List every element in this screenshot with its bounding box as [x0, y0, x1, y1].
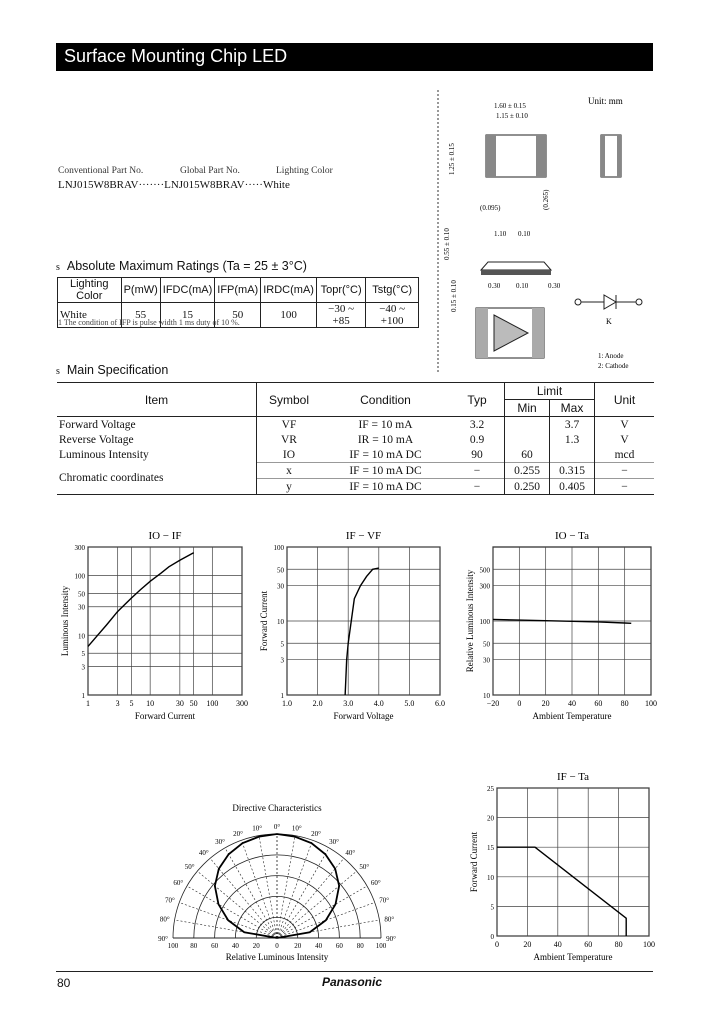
angle-label: 40° — [345, 849, 356, 858]
spec-max: 3.7 — [564, 418, 580, 431]
y-tick-label: 50 — [78, 590, 85, 599]
x-tick-label: 20 — [541, 699, 550, 708]
r-tick-label: 40 — [231, 942, 239, 950]
dim-label: (0.095) — [480, 204, 501, 212]
angle-label: 10° — [291, 824, 302, 833]
angle-label: 0° — [273, 823, 281, 831]
r-tick-label: 80 — [190, 942, 198, 950]
x-tick-label: 60 — [584, 940, 593, 949]
spec-symbol: VR — [281, 433, 297, 446]
dim-label: 0.15 ± 0.10 — [450, 280, 458, 312]
abs-ratings-heading — [56, 259, 307, 273]
x-tick-label: 300 — [236, 699, 248, 708]
x-tick-label: 40 — [553, 940, 562, 949]
color-header: Lighting Color — [276, 166, 333, 176]
angle-label: 60° — [370, 879, 381, 887]
x-axis-label: Ambient Temperature — [533, 952, 613, 962]
x-tick-label: 40 — [568, 699, 576, 708]
dim-label: 0.10 — [518, 230, 531, 238]
unit-label: Unit: mm — [588, 96, 623, 106]
spec-min: 0.255 — [505, 463, 550, 479]
r-tick-label: 100 — [167, 942, 179, 950]
angle-label: 50° — [184, 863, 195, 872]
conventional-header: Conventional Part No. — [58, 166, 144, 176]
pad — [476, 308, 488, 358]
y-tick-label: 3 — [81, 663, 85, 672]
angle-label: 20° — [233, 829, 243, 838]
spec-unit: V — [595, 432, 655, 447]
angle-label: 30° — [329, 838, 339, 847]
angle-label: 70° — [164, 896, 175, 905]
dim-label: 0.55 ± 0.10 — [443, 228, 451, 260]
table-row — [57, 447, 654, 463]
spec-header-limit: Limit — [505, 383, 595, 400]
x-tick-label: 60 — [594, 699, 603, 708]
spec-header-max: Max — [550, 400, 595, 417]
cathode-label: 2: Cathode — [598, 362, 629, 370]
spec-condition: IF = 10 mA DC — [349, 448, 422, 461]
y-tick-label: 100 — [273, 544, 284, 552]
charts-area — [0, 515, 720, 975]
spec-symbol: y — [257, 479, 322, 495]
angle-label: 30° — [215, 838, 225, 847]
dim-label: 1.10 — [494, 230, 507, 238]
dim-label: 0.30 — [548, 282, 561, 290]
ratings-header: IFDC(mA) — [160, 278, 215, 303]
page-title: Surface Mounting Chip LED — [64, 46, 288, 66]
spec-condition: IR = 10 mA — [357, 433, 414, 446]
dim-label: 0.10 — [516, 282, 529, 290]
global-header: Global Part No. — [180, 166, 240, 176]
r-tick-label: 40 — [315, 942, 323, 950]
angle-label: 90° — [386, 935, 396, 943]
chip-profile — [481, 262, 551, 270]
angle-label: 10° — [252, 824, 263, 833]
x-tick-label: 20 — [523, 940, 532, 949]
electrode-right — [536, 135, 546, 177]
ratings-cell: −40 ~ +100 — [366, 303, 419, 328]
x-axis-label: Forward Current — [134, 711, 196, 721]
y-tick-label: 30 — [78, 603, 85, 612]
dim-label: 1.25 ± 0.15 — [448, 143, 456, 175]
y-tick-label: 10 — [483, 692, 490, 700]
y-tick-label: 50 — [277, 566, 284, 575]
spec-header-symbol: Symbol — [257, 383, 322, 417]
polar-spoke — [277, 858, 344, 938]
table-row — [57, 463, 654, 479]
y-axis-label: Luminous Intensity — [60, 585, 70, 657]
x-tick-label: 80 — [620, 699, 629, 708]
chart-title: IO − Ta — [555, 530, 589, 542]
y-tick-label: 100 — [479, 618, 490, 626]
angle-label: 90° — [158, 935, 168, 943]
y-tick-label: 300 — [479, 582, 490, 591]
r-tick-label: 0 — [275, 942, 279, 950]
x-tick-label: 1 — [86, 699, 90, 708]
spec-min — [505, 417, 550, 433]
y-tick-label: 20 — [487, 814, 494, 823]
r-tick-label: 60 — [335, 942, 343, 950]
angle-label: 50° — [359, 863, 370, 872]
x-tick-label: 30 — [175, 699, 184, 708]
spec-condition: IF = 10 mA DC — [321, 463, 450, 479]
spec-symbol: x — [257, 463, 322, 479]
chart-frame — [497, 788, 649, 936]
ratings-cell: White — [58, 303, 122, 328]
y-tick-label: 100 — [74, 572, 85, 581]
y-tick-label: 300 — [74, 544, 85, 552]
x-tick-label: 3.0 — [343, 699, 354, 708]
x-axis-label: Relative Luminous Intensity — [225, 952, 329, 962]
x-tick-label: 10 — [146, 699, 155, 708]
y-tick-label: 10 — [487, 873, 494, 882]
abs-ratings-title: Absolute Maximum Ratings (Ta = 25 ± 3°C) — [66, 259, 307, 273]
spec-unit: − — [595, 479, 655, 495]
x-tick-label: −20 — [486, 699, 500, 708]
spec-max: 1.3 — [564, 433, 580, 446]
led-symbol-icon — [604, 295, 616, 309]
y-tick-label: 10 — [277, 618, 284, 626]
main-spec-heading — [56, 363, 168, 377]
x-tick-label: 100 — [645, 699, 657, 708]
electrode-left — [486, 135, 496, 177]
chart-title: Directive Characteristics — [232, 803, 322, 813]
part-row — [58, 179, 290, 191]
chart-title: IF − VF — [345, 530, 382, 542]
y-axis-label: Relative Luminous Intensity — [465, 569, 475, 673]
spec-header-item: Item — [57, 383, 257, 417]
y-tick-label: 0 — [490, 933, 494, 941]
footer-rule — [56, 971, 653, 972]
y-tick-label: 10 — [78, 632, 85, 641]
title-bar — [56, 43, 653, 71]
ratings-header: Tstg(°C) — [366, 278, 419, 303]
global-part: LNJ015W8BRAV — [164, 179, 245, 191]
ratings-note: 1 The condition of IFP is pulse width 1 ms duty of 10 %. — [58, 318, 240, 327]
spec-condition: IF = 10 mA DC — [321, 479, 450, 495]
x-tick-label: 2.0 — [312, 699, 323, 708]
electrode-side — [601, 135, 605, 177]
x-tick-label: 5.0 — [404, 699, 415, 708]
y-tick-label: 5 — [280, 640, 284, 649]
spec-typ: − — [450, 463, 505, 479]
brand-logo: Panasonic — [322, 975, 383, 989]
spec-item: Reverse Voltage — [57, 432, 257, 447]
y-tick-label: 15 — [487, 844, 494, 853]
spec-item: Luminous Intensity — [57, 447, 257, 463]
ratings-header: IFP(mA) — [215, 278, 261, 303]
dim-label: 1.15 ± 0.10 — [496, 112, 528, 120]
chart-title: IF − Ta — [556, 771, 590, 783]
spec-typ: 90 — [450, 447, 505, 463]
x-tick-label: 5 — [129, 699, 134, 708]
spec-header-min: Min — [505, 400, 550, 417]
r-tick-label: 100 — [375, 942, 387, 950]
spec-item: Chromatic coordinates — [57, 463, 257, 495]
r-tick-label: 20 — [294, 942, 302, 950]
angle-label: 80° — [384, 915, 395, 924]
y-axis-label: Forward Current — [469, 831, 479, 893]
y-tick-label: 30 — [277, 582, 284, 591]
x-tick-label: 100 — [643, 940, 655, 949]
spec-typ: 0.9 — [450, 432, 505, 447]
spec-max — [550, 447, 595, 463]
page-number: 80 — [57, 976, 71, 990]
spec-unit: − — [595, 463, 655, 479]
cathode-terminal — [636, 299, 642, 305]
r-tick-label: 80 — [356, 942, 364, 950]
spec-item: Forward Voltage — [57, 417, 257, 433]
spec-max: 0.405 — [550, 479, 595, 495]
spec-typ: − — [450, 479, 505, 495]
y-tick-label: 30 — [483, 656, 490, 665]
spec-unit: V — [595, 417, 655, 433]
table-row — [57, 432, 654, 447]
x-tick-label: 3 — [115, 699, 120, 708]
ratings-header: Topr(°C) — [316, 278, 365, 303]
spec-symbol: VF — [281, 418, 297, 431]
spec-max: 0.315 — [550, 463, 595, 479]
dimension-drawing — [436, 90, 656, 372]
spec-condition: IF = 10 mA — [358, 418, 413, 431]
spec-header-typ: Typ — [450, 383, 505, 417]
chip-base — [481, 270, 551, 275]
spec-min — [505, 432, 550, 447]
y-tick-label: 3 — [280, 656, 284, 665]
dim-label: 0.30 — [488, 282, 501, 290]
dim-label: (0.265) — [542, 189, 550, 210]
y-tick-label: 5 — [490, 903, 494, 912]
spec-min: 0.250 — [505, 479, 550, 495]
x-tick-label: 80 — [614, 940, 623, 949]
ratings-header: P(mW) — [121, 278, 160, 303]
spec-typ: 3.2 — [450, 417, 505, 433]
x-axis-label: Ambient Temperature — [532, 711, 612, 721]
ratings-cell: 50 — [215, 303, 261, 328]
r-tick-label: 20 — [252, 942, 260, 950]
y-axis-label: Forward Current — [259, 590, 269, 652]
pad — [532, 308, 544, 358]
bullet: s — [56, 262, 60, 273]
bullet: s — [56, 366, 60, 377]
spec-symbol: IO — [282, 448, 296, 461]
x-tick-label: 4.0 — [373, 699, 384, 708]
x-tick-label: 1.0 — [282, 699, 292, 708]
x-axis-label: Forward Voltage — [333, 711, 394, 721]
part-color: White — [262, 179, 290, 191]
spec-min: 60 — [505, 447, 550, 463]
ratings-cell: 15 — [160, 303, 215, 328]
y-tick-label: 500 — [479, 566, 490, 575]
main-spec-title: Main Specification — [66, 363, 169, 377]
angle-label: 80° — [159, 915, 170, 924]
y-tick-label: 25 — [487, 785, 494, 793]
spec-header-unit: Unit — [595, 383, 655, 417]
k-label: K — [606, 317, 612, 326]
angle-label: 60° — [173, 879, 184, 887]
sep: ······· — [138, 179, 165, 191]
y-tick-label: 50 — [483, 640, 490, 649]
anode-terminal — [575, 299, 581, 305]
y-tick-label: 1 — [280, 692, 284, 700]
y-tick-label: 1 — [81, 692, 85, 700]
dim-label: 1.60 ± 0.15 — [494, 102, 526, 110]
chart-title: IO − IF — [148, 530, 182, 542]
spec-header-condition: Condition — [321, 383, 450, 417]
x-tick-label: 0 — [495, 940, 499, 949]
x-tick-label: 50 — [189, 699, 198, 708]
ratings-header: IRDC(mA) — [261, 278, 317, 303]
sep: ····· — [244, 179, 263, 191]
spec-table — [57, 382, 654, 495]
r-tick-label: 60 — [211, 942, 219, 950]
ratings-cell: 100 — [261, 303, 317, 328]
angle-label: 20° — [311, 829, 321, 838]
x-tick-label: 0 — [517, 699, 522, 708]
ratings-header: Lighting Color — [58, 278, 122, 303]
polar-spoke — [210, 858, 277, 938]
table-row — [57, 417, 654, 433]
anode-label: 1: Anode — [598, 352, 624, 360]
angle-label: 40° — [198, 849, 209, 858]
ratings-cell: 55 — [121, 303, 160, 328]
y-tick-label: 5 — [81, 650, 85, 659]
electrode-side — [617, 135, 621, 177]
conventional-part: LNJ015W8BRAV — [58, 179, 139, 191]
spec-unit: mcd — [595, 447, 655, 463]
angle-label: 70° — [379, 896, 390, 905]
x-tick-label: 6.0 — [435, 699, 445, 708]
ratings-cell: −30 ~ +85 — [316, 303, 365, 328]
x-tick-label: 100 — [206, 699, 219, 708]
